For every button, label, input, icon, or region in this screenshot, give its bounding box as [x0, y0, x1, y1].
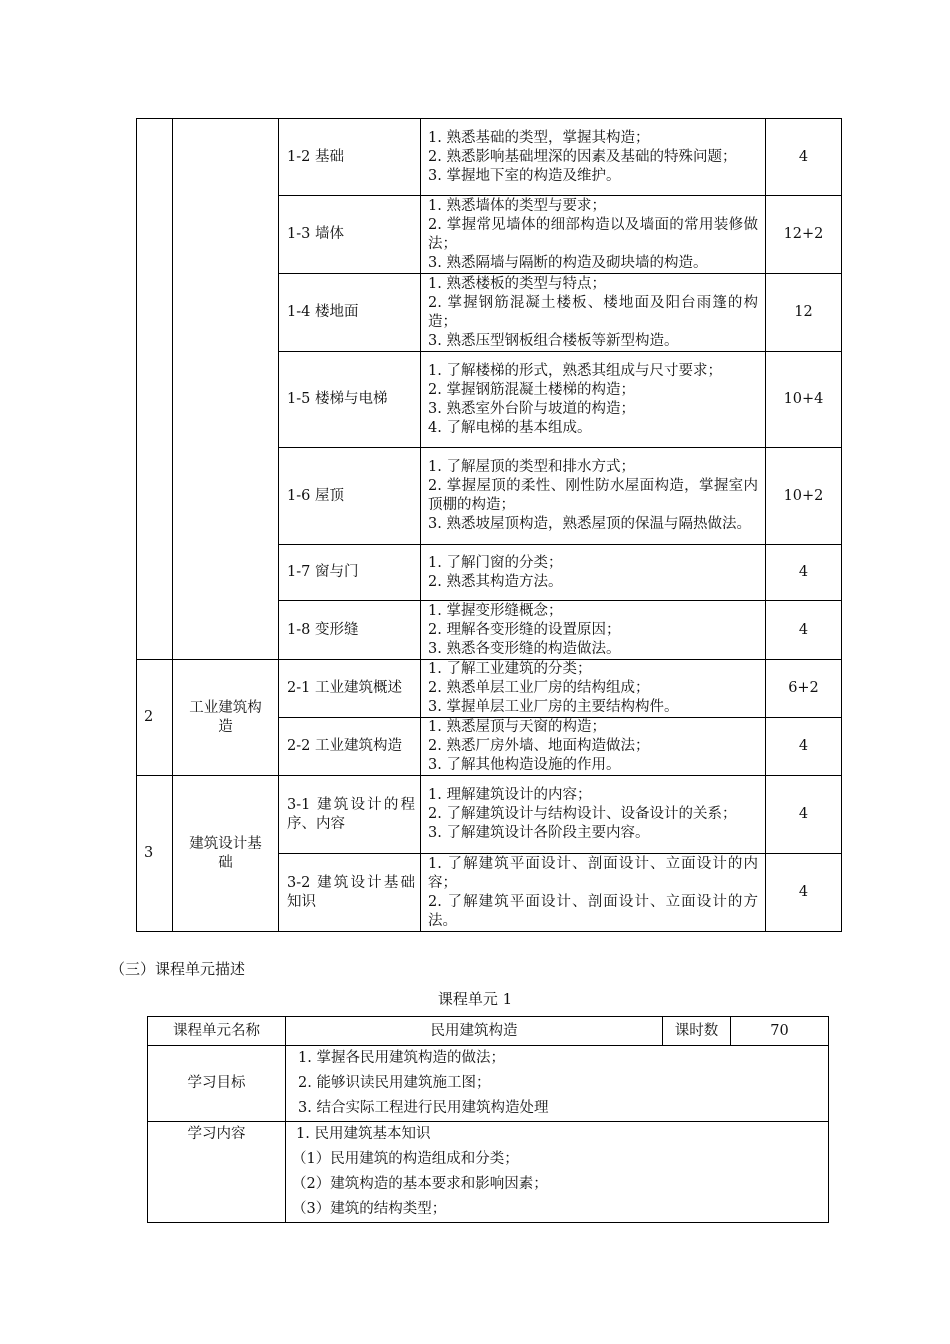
requirements-cell: 1. 了解工业建筑的分类； 2. 熟悉单层工业厂房的结构组成； 3. 掌握单层工业厂房的主要结构构件。: [421, 660, 766, 718]
unit-number-cell: [137, 119, 173, 660]
hours-cell: 4: [766, 601, 842, 660]
hours-cell: 4: [766, 545, 842, 601]
topic-cell: 2-1 工业建筑概述: [279, 660, 421, 718]
unit-number-cell: 2: [137, 660, 173, 776]
topic-cell: 2-2 工业建筑构造: [279, 718, 421, 776]
hours-cell: 4: [766, 776, 842, 854]
table-row: [137, 660, 842, 718]
requirements-cell: 1. 了解建筑平面设计、剖面设计、立面设计的内容； 2. 了解建筑平面设计、剖面设计、立面设计的方法。: [421, 854, 766, 932]
hours-cell: 4: [766, 119, 842, 196]
hours-value: 70: [731, 1017, 829, 1046]
table-row: [148, 1122, 829, 1223]
table-row: [148, 1046, 829, 1122]
hours-cell: 4: [766, 854, 842, 932]
hours-cell: 12: [766, 274, 842, 352]
goals-label: 学习目标: [148, 1046, 286, 1122]
goals-cell: 1. 掌握各民用建筑构造的做法； 2. 能够识读民用建筑施工图； 3. 结合实际工程进行民用建筑构造处理: [286, 1046, 829, 1122]
requirements-cell: 1. 掌握变形缝概念； 2. 理解各变形缝的设置原因； 3. 熟悉各变形缝的构造做法。: [421, 601, 766, 660]
requirements-cell: 1. 了解门窗的分类； 2. 熟悉其构造方法。: [421, 545, 766, 601]
topic-cell: 3-2 建筑设计基础知识: [279, 854, 421, 932]
requirements-cell: 1. 熟悉楼板的类型与特点； 2. 掌握钢筋混凝土楼板、楼地面及阳台雨篷的构造； 3. 熟悉压型钢板组合楼板等新型构造。: [421, 274, 766, 352]
requirements-cell: 1. 熟悉墙体的类型与要求； 2. 掌握常见墙体的细部构造以及墙面的常用装修做法； 3. 熟悉隔墙与隔断的构造及砌块墙的构造。: [421, 196, 766, 274]
content-cell: 1. 民用建筑基本知识 （1）民用建筑的构造组成和分类； （2）建筑构造的基本要求和影响因素； （3）建筑的结构类型；: [286, 1122, 829, 1223]
topic-cell: 1-4 楼地面: [279, 274, 421, 352]
unit-name-label: 课程单元名称: [148, 1017, 286, 1046]
unit-caption: 课程单元 1: [437, 990, 513, 1008]
topic-cell: 1-8 变形缝: [279, 601, 421, 660]
topic-cell: 1-5 楼梯与电梯: [279, 352, 421, 448]
hours-cell: 10+4: [766, 352, 842, 448]
hours-cell: 4: [766, 718, 842, 776]
table-row: [148, 1017, 829, 1046]
table-row: [137, 119, 842, 196]
unit-name-cell: 建筑设计基础: [173, 776, 279, 932]
topic-cell: 3-1 建筑设计的程序、内容: [279, 776, 421, 854]
requirements-cell: 1. 熟悉基础的类型，掌握其构造； 2. 熟悉影响基础埋深的因素及基础的特殊问题； 3. 掌握地下室的构造及维护。: [421, 119, 766, 196]
requirements-cell: 1. 了解屋顶的类型和排水方式； 2. 掌握屋顶的柔性、刚性防水屋面构造，掌握室内顶棚的构造； 3. 熟悉坡屋顶构造，熟悉屋顶的保温与隔热做法。: [421, 448, 766, 545]
hours-label: 课时数: [663, 1017, 731, 1046]
topic-cell: 1-7 窗与门: [279, 545, 421, 601]
requirements-cell: 1. 了解楼梯的形式，熟悉其组成与尺寸要求； 2. 掌握钢筋混凝土楼梯的构造； 3. 熟悉室外台阶与坡道的构造； 4. 了解电梯的基本组成。: [421, 352, 766, 448]
topic-cell: 1-3 墙体: [279, 196, 421, 274]
section-heading: （三）课程单元描述: [110, 960, 246, 978]
unit-name-cell: [173, 119, 279, 660]
unit-number-cell: 3: [137, 776, 173, 932]
hours-cell: 6+2: [766, 660, 842, 718]
course-structure-table: [136, 118, 842, 932]
topic-cell: 1-6 屋顶: [279, 448, 421, 545]
table-row: [137, 776, 842, 854]
content-label: 学习内容: [148, 1122, 286, 1223]
course-unit-table: [147, 1016, 829, 1223]
unit-name-value: 民用建筑构造: [286, 1017, 663, 1046]
hours-cell: 12+2: [766, 196, 842, 274]
requirements-cell: 1. 熟悉屋顶与天窗的构造； 2. 熟悉厂房外墙、地面构造做法； 3. 了解其他构造设施的作用。: [421, 718, 766, 776]
requirements-cell: 1. 理解建筑设计的内容； 2. 了解建筑设计与结构设计、设备设计的关系； 3. 了解建筑设计各阶段主要内容。: [421, 776, 766, 854]
unit-name-cell: 工业建筑构造: [173, 660, 279, 776]
topic-cell: 1-2 基础: [279, 119, 421, 196]
hours-cell: 10+2: [766, 448, 842, 545]
